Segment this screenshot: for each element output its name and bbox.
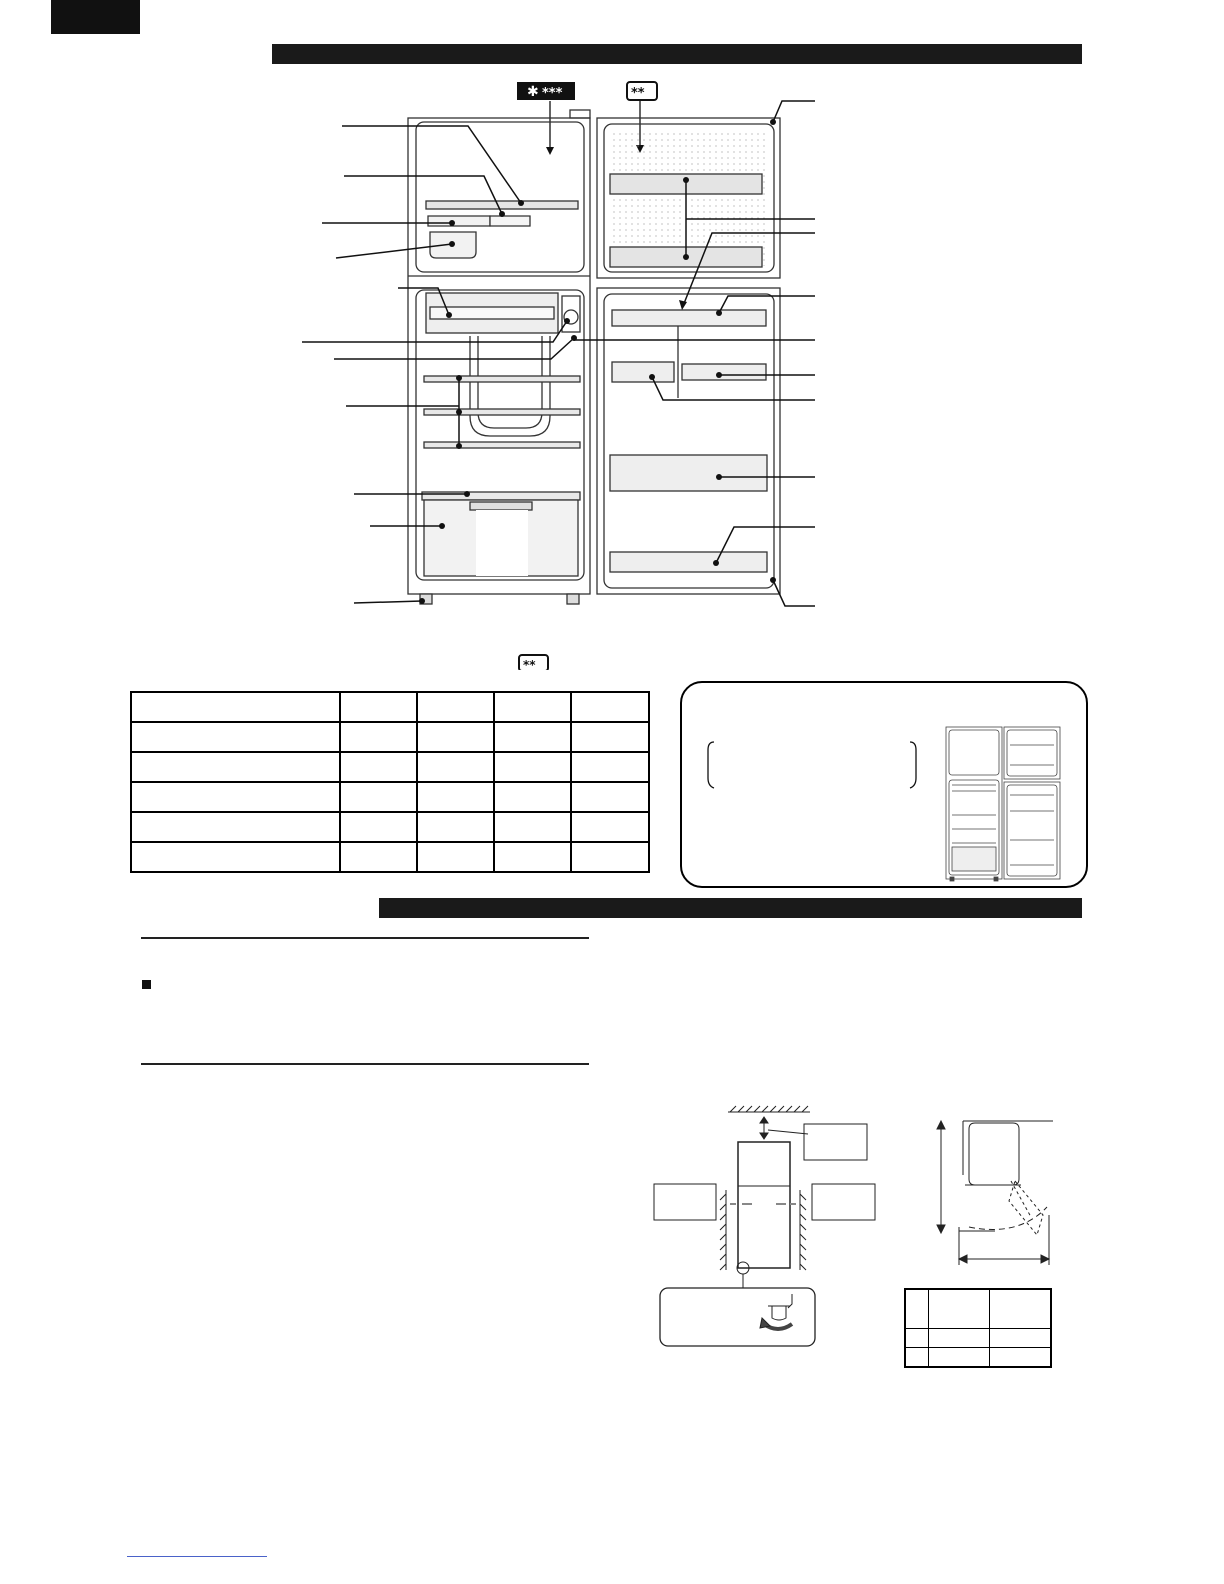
section-header-bar-installation bbox=[379, 898, 1082, 918]
svg-text:**: ** bbox=[631, 86, 645, 101]
table-row bbox=[905, 1329, 1051, 1348]
door-clearance-table bbox=[904, 1288, 1052, 1368]
page-language-tab bbox=[51, 0, 140, 34]
two-star-compartment-icon bbox=[627, 82, 657, 101]
table-row bbox=[131, 692, 649, 722]
installation-clearance-diagram bbox=[640, 1100, 900, 1360]
mini-fridge-thumbnail bbox=[944, 725, 1064, 883]
table-row bbox=[131, 752, 649, 782]
table-row bbox=[905, 1289, 1051, 1329]
four-star-freezer-icon bbox=[517, 82, 575, 101]
door-swing-diagram bbox=[925, 1115, 1065, 1275]
table-row bbox=[131, 782, 649, 812]
specification-table bbox=[130, 691, 650, 873]
table-row bbox=[131, 812, 649, 842]
section-header-bar-description bbox=[272, 44, 1082, 64]
table-row bbox=[131, 842, 649, 872]
table-row bbox=[131, 722, 649, 752]
svg-text:**: ** bbox=[523, 658, 536, 670]
fridge-parts-diagram bbox=[0, 70, 1224, 670]
table-row bbox=[905, 1348, 1051, 1368]
bullet-square bbox=[142, 980, 151, 989]
note-box bbox=[680, 681, 1088, 888]
refrigerator-cabinet bbox=[408, 110, 590, 604]
door-panels bbox=[597, 118, 780, 594]
footer-link-underline bbox=[127, 1556, 267, 1557]
two-star-legend-icon bbox=[519, 655, 548, 670]
note-bracket-graphic bbox=[702, 738, 922, 793]
divider-bottom bbox=[141, 1063, 589, 1065]
svg-text:***: *** bbox=[542, 86, 563, 101]
svg-text:✱: ✱ bbox=[527, 84, 539, 100]
divider-top bbox=[141, 937, 589, 939]
